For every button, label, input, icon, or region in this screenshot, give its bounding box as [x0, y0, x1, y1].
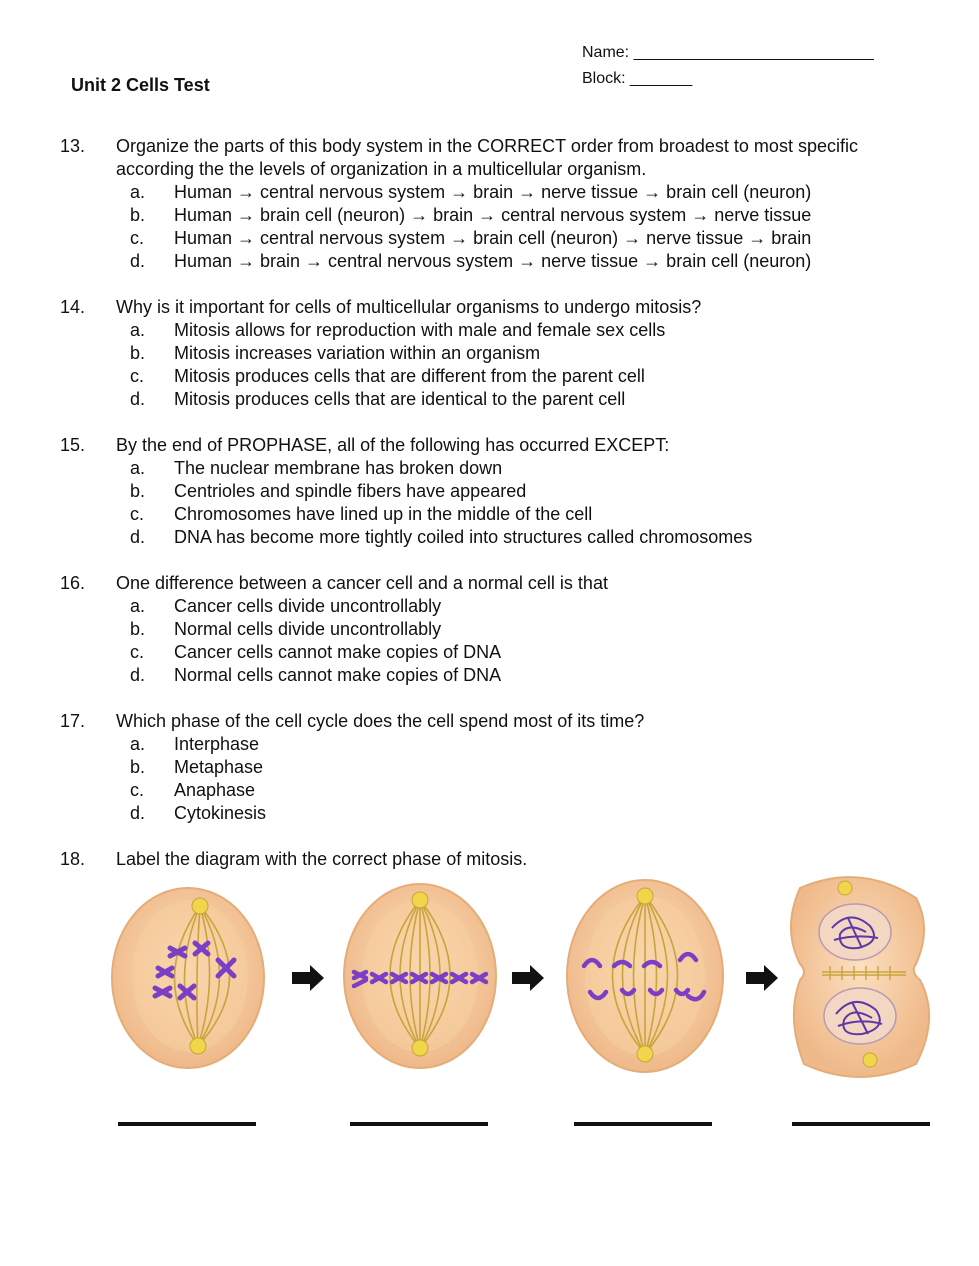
- option-letter: b.: [130, 343, 146, 363]
- answer-option[interactable]: [60, 342, 940, 365]
- option-letter: c.: [130, 780, 145, 800]
- option-letter: b.: [130, 757, 146, 777]
- question-text: Why is it important for cells of multicellular organisms to undergo mitosis?: [116, 297, 702, 317]
- centriole-icon: [637, 888, 653, 904]
- cell-telophase: [791, 877, 929, 1077]
- option-letter: c.: [130, 642, 145, 662]
- centriole-icon: [190, 1038, 206, 1054]
- question-16: [60, 572, 940, 687]
- question-text: Organize the parts of this body system in the CORRECT order from broadest to most specific according the the levels of organization in a multicellular organism.: [116, 136, 858, 179]
- answer-blank-1[interactable]: [118, 1122, 256, 1126]
- test-title: Unit 2 Cells Test: [71, 75, 210, 95]
- option-text: Human → brain → central nervous system → nerve tissue → brain cell (neuron): [174, 251, 812, 271]
- answer-option[interactable]: [60, 641, 940, 664]
- option-letter: a.: [130, 320, 146, 340]
- block-field[interactable]: Block: _______: [582, 70, 693, 87]
- option-text: Human → central nervous system → brain cell (neuron) → nerve tissue → brain: [174, 228, 812, 248]
- arrow-icon: [746, 965, 778, 991]
- question-number: 13.: [60, 136, 86, 156]
- answer-blank-3[interactable]: [574, 1122, 712, 1126]
- answer-option[interactable]: [60, 802, 940, 825]
- question-number: 14.: [60, 297, 86, 317]
- centriole-icon: [412, 892, 428, 908]
- answer-option[interactable]: [60, 388, 940, 411]
- name-field[interactable]: Name: ___________________________: [582, 44, 874, 61]
- arrow-icon: [292, 965, 324, 991]
- option-text: Metaphase: [174, 757, 264, 777]
- question-text: Label the diagram with the correct phase of mitosis.: [116, 849, 528, 869]
- question-14: [60, 296, 940, 411]
- option-text: The nuclear membrane has broken down: [174, 458, 503, 478]
- arrow-icon: [512, 965, 544, 991]
- nucleus-top: [819, 904, 891, 960]
- answer-option[interactable]: [60, 227, 940, 250]
- option-letter: c.: [130, 504, 145, 524]
- answer-blank-4[interactable]: [792, 1122, 930, 1126]
- question-number: 18.: [60, 849, 86, 869]
- question-number: 16.: [60, 573, 86, 593]
- answer-option[interactable]: [60, 526, 940, 549]
- option-text: Human → brain cell (neuron) → brain → central nervous system → nerve tissue: [174, 205, 812, 225]
- option-letter: d.: [130, 803, 146, 823]
- centriole-icon: [838, 881, 852, 895]
- option-letter: b.: [130, 619, 146, 639]
- option-letter: c.: [130, 366, 145, 386]
- option-letter: a.: [130, 596, 146, 616]
- question-13: [60, 135, 940, 273]
- option-letter: d.: [130, 251, 146, 271]
- centriole-icon: [192, 898, 208, 914]
- option-letter: a.: [130, 458, 146, 478]
- option-text: Interphase: [174, 734, 260, 754]
- cell-anaphase: [567, 880, 723, 1072]
- answer-option[interactable]: [60, 779, 940, 802]
- answer-option[interactable]: [60, 204, 940, 227]
- option-text: Mitosis produces cells that are identical to the parent cell: [174, 389, 626, 409]
- option-text: Normal cells cannot make copies of DNA: [174, 665, 502, 685]
- option-letter: c.: [130, 228, 145, 248]
- question-15: [60, 434, 940, 549]
- option-text: Normal cells divide uncontrollably: [174, 619, 442, 639]
- question-17: [60, 710, 940, 825]
- answer-option[interactable]: [60, 756, 940, 779]
- answer-option[interactable]: [60, 480, 940, 503]
- option-text: Mitosis allows for reproduction with male and female sex cells: [174, 320, 666, 340]
- answer-option[interactable]: [60, 618, 940, 641]
- option-text: Centrioles and spindle fibers have appeared: [174, 481, 527, 501]
- mitosis-diagram: [110, 868, 940, 1083]
- cell-metaphase: [344, 884, 496, 1068]
- question-number: 17.: [60, 711, 86, 731]
- option-text: Anaphase: [174, 780, 256, 800]
- answer-option[interactable]: [60, 457, 940, 480]
- option-letter: d.: [130, 665, 146, 685]
- centriole-icon: [637, 1046, 653, 1062]
- nucleus-bottom: [824, 988, 896, 1044]
- option-text: Chromosomes have lined up in the middle of the cell: [174, 504, 593, 524]
- option-letter: a.: [130, 182, 146, 202]
- question-text: Which phase of the cell cycle does the cell spend most of its time?: [116, 711, 645, 731]
- answer-option[interactable]: [60, 181, 940, 204]
- answer-option[interactable]: [60, 319, 940, 342]
- answer-option[interactable]: [60, 733, 940, 756]
- centriole-icon: [863, 1053, 877, 1067]
- centriole-icon: [412, 1040, 428, 1056]
- option-letter: b.: [130, 205, 146, 225]
- option-text: Mitosis produces cells that are different from the parent cell: [174, 366, 645, 386]
- option-text: Cancer cells divide uncontrollably: [174, 596, 442, 616]
- answer-option[interactable]: [60, 595, 940, 618]
- answer-option[interactable]: [60, 365, 940, 388]
- option-letter: b.: [130, 481, 146, 501]
- option-letter: a.: [130, 734, 146, 754]
- answer-option[interactable]: [60, 664, 940, 687]
- answer-option[interactable]: [60, 503, 940, 526]
- question-text: By the end of PROPHASE, all of the following has occurred EXCEPT:: [116, 435, 670, 455]
- question-number: 15.: [60, 435, 86, 455]
- option-text: Mitosis increases variation within an organism: [174, 343, 541, 363]
- option-letter: d.: [130, 389, 146, 409]
- question-text: One difference between a cancer cell and a normal cell is that: [116, 573, 608, 593]
- answer-option[interactable]: [60, 250, 940, 273]
- option-text: Cancer cells cannot make copies of DNA: [174, 642, 502, 662]
- option-text: Human → central nervous system → brain → nerve tissue → brain cell (neuron): [174, 182, 812, 202]
- option-letter: d.: [130, 527, 146, 547]
- cell-prophase: [112, 888, 264, 1068]
- answer-blank-2[interactable]: [350, 1122, 488, 1126]
- option-text: Cytokinesis: [174, 803, 267, 823]
- option-text: DNA has become more tightly coiled into structures called chromosomes: [174, 527, 753, 547]
